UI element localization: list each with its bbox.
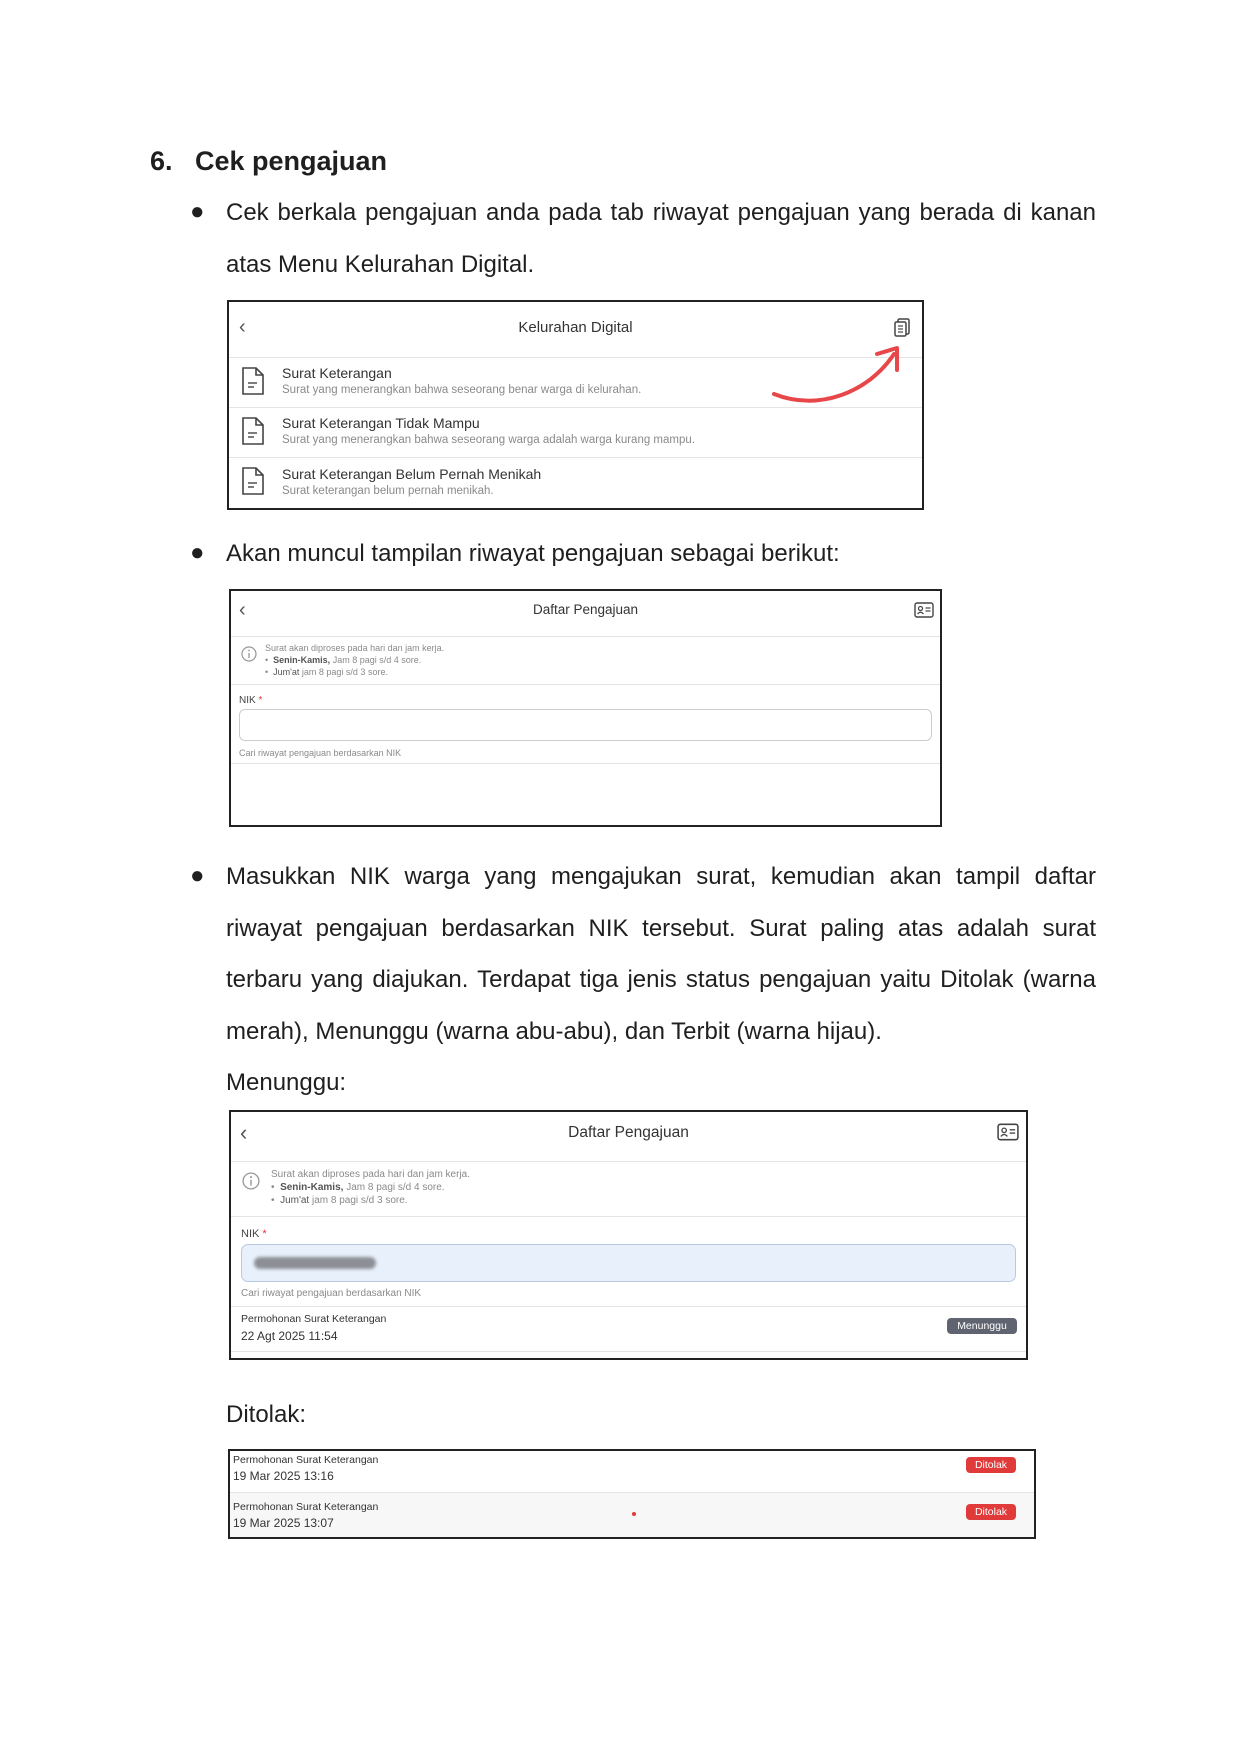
label-menunggu: Menunggu: [226, 1069, 347, 1096]
divider [231, 1161, 1026, 1162]
document-icon [241, 416, 265, 451]
schedule-time: Jam 8 pagi s/d 4 sore. [332, 655, 422, 665]
nik-label [239, 695, 262, 706]
schedule-item: • Senin-Kamis, Jam 8 pagi s/d 4 sore. [265, 655, 422, 665]
bullet-dot: ● [190, 539, 205, 566]
label-ditolak: Ditolak: [226, 1401, 307, 1428]
screen-title: Kelurahan Digital [518, 319, 633, 336]
result-title[interactable]: Permohonan Surat Keterangan [241, 1313, 387, 1325]
cursor-dot [632, 1512, 636, 1516]
item-subtitle: Surat yang menerangkan bahwa seseorang warga adalah warga kurang mampu. [282, 434, 695, 446]
section-title: Cek pengajuan [195, 146, 388, 176]
schedule-item: • Jum'at jam 8 pagi s/d 3 sore. [271, 1195, 408, 1206]
red-arrow-annotation [769, 342, 909, 407]
status-badge-menunggu: Menunggu [947, 1318, 1017, 1334]
back-chevron-icon[interactable]: ‹ [240, 1120, 248, 1145]
bullet-dot: ● [190, 862, 205, 889]
required-mark: * [262, 1228, 267, 1240]
info-text: Surat akan diproses pada hari dan jam kerja. [271, 1169, 471, 1180]
bullet-dot: ● [190, 198, 205, 225]
schedule-day: Senin-Kamis, [273, 655, 331, 665]
item-subtitle: Surat yang menerangkan bahwa seseorang benar warga di kelurahan. [282, 384, 642, 396]
nik-input[interactable] [239, 709, 932, 741]
id-card-icon[interactable] [914, 602, 934, 623]
item-title[interactable]: Surat Keterangan Tidak Mampu [282, 415, 480, 431]
screen-title: Daftar Pengajuan [532, 602, 639, 617]
status-badge-ditolak: Ditolak [966, 1504, 1016, 1520]
status-badge-ditolak: Ditolak [966, 1457, 1016, 1473]
divider [229, 407, 922, 408]
divider [231, 684, 940, 685]
schedule-item: • Senin-Kamis, Jam 8 pagi s/d 4 sore. [271, 1182, 445, 1193]
bullet-text-2: Akan muncul tampilan riwayat pengajuan sebagai berikut: [226, 540, 840, 567]
schedule-time: jam 8 pagi s/d 3 sore. [301, 667, 388, 677]
item-title[interactable]: Surat Keterangan [282, 365, 392, 381]
bullet-text-3: Masukkan NIK warga yang mengajukan surat, kemudian akan tampil daftar riwayat pengajuan berdasarkan NIK tersebut. Surat paling atas adalah surat terbaru yang diajukan. Terdapat tiga jenis status pengajuan yaitu Ditolak (warna merah), Menunggu (warna abu-abu), dan Terbit (warna hijau). [226, 863, 1096, 1045]
nik-hint: Cari riwayat pengajuan berdasarkan NIK [239, 748, 402, 758]
result-title[interactable]: Permohonan Surat Keterangan [233, 1501, 379, 1513]
required-mark: * [258, 695, 263, 706]
info-icon [241, 646, 257, 667]
nik-label-text: NIK [241, 1228, 260, 1240]
divider [231, 1351, 1026, 1352]
nik-input-filled[interactable] [241, 1244, 1016, 1282]
result-title[interactable]: Permohonan Surat Keterangan [233, 1454, 379, 1466]
schedule-day: Senin-Kamis, [280, 1182, 344, 1193]
screenshot-daftar-pengajuan [229, 589, 942, 827]
back-chevron-icon[interactable]: ‹ [239, 316, 246, 338]
info-icon [242, 1172, 260, 1195]
screen-title: Daftar Pengajuan [568, 1124, 689, 1141]
screenshot-ditolak-list [228, 1449, 1036, 1539]
result-date: 19 Mar 2025 13:16 [233, 1469, 334, 1483]
info-text: Surat akan diproses pada hari dan jam kerja. [265, 643, 445, 653]
schedule-item: • Jum'at jam 8 pagi s/d 3 sore. [265, 667, 388, 677]
divider [231, 1216, 1026, 1217]
schedule-day: Jum'at [280, 1195, 310, 1206]
screenshot-daftar-pengajuan-menunggu [229, 1110, 1028, 1360]
divider [229, 457, 922, 458]
item-title[interactable]: Surat Keterangan Belum Pernah Menikah [282, 466, 542, 482]
divider [231, 763, 940, 764]
nik-hint: Cari riwayat pengajuan berdasarkan NIK [241, 1288, 422, 1299]
divider [231, 636, 940, 637]
schedule-time: Jam 8 pagi s/d 4 sore. [346, 1182, 445, 1193]
document-icon [241, 466, 265, 501]
result-date: 19 Mar 2025 13:07 [233, 1516, 334, 1530]
history-clipboard-icon[interactable] [892, 316, 914, 343]
redacted-nik [254, 1257, 376, 1269]
schedule-day: Jum'at [273, 667, 300, 677]
screenshot-kelurahan-digital [227, 300, 924, 510]
nik-label [241, 1228, 267, 1240]
schedule-time: jam 8 pagi s/d 3 sore. [311, 1195, 408, 1206]
divider [231, 1306, 1026, 1307]
item-subtitle: Surat keterangan belum pernah menikah. [282, 485, 494, 497]
section-heading [150, 146, 387, 177]
table-row-highlight [230, 1493, 1034, 1539]
result-date: 22 Agt 2025 11:54 [241, 1329, 338, 1343]
nik-label-text: NIK [239, 695, 256, 706]
bullet-text-1: Cek berkala pengajuan anda pada tab riwayat pengajuan yang berada di kanan atas Menu Kelurahan Digital. [226, 199, 1096, 278]
back-chevron-icon[interactable]: ‹ [239, 599, 246, 621]
id-card-icon[interactable] [997, 1123, 1019, 1146]
section-number: 6. [150, 146, 173, 176]
document-icon [241, 366, 265, 401]
